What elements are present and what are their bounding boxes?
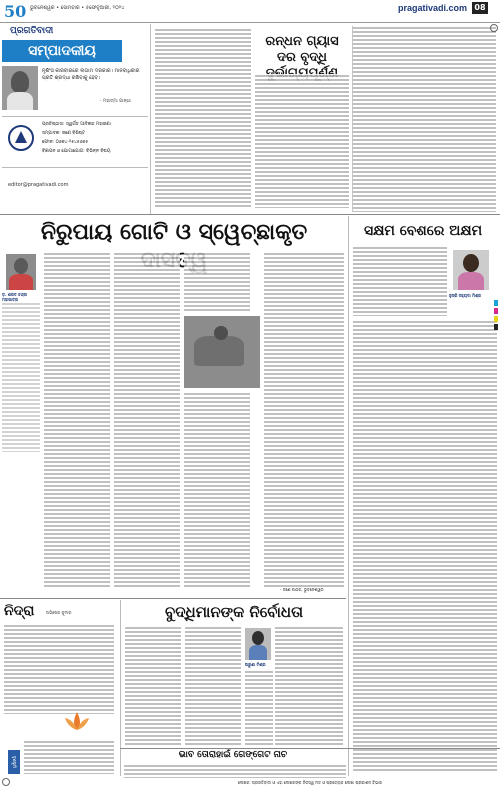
poem-title: ନିଦ୍ରା xyxy=(4,603,35,619)
anniversary-logo xyxy=(4,2,27,21)
right-text-top xyxy=(353,246,447,316)
center-author: ଅରୁଣା ମିଶ୍ର xyxy=(245,662,266,667)
editorial-text-right xyxy=(255,74,349,208)
founder-line: ପ୍ରତିଷ୍ଠାତା: ସ୍ୱର୍ଗତ ଆଦିକନ୍ଦ ମହାରଣା xyxy=(42,122,111,127)
bottom-rule xyxy=(120,748,500,749)
right-text-body xyxy=(353,320,497,772)
poem-text-2 xyxy=(24,740,114,774)
center-text-col3 xyxy=(275,626,343,746)
gandhi-photo xyxy=(2,66,38,110)
quote-text: ନୃଶିଂସ କାରବାରରେ ଲଗାମ ଦରକାର। ମାନବାଧିକାର ପ୍ରତି ଶ୍ରଦ୍ଧା ରଖିବାକୁ ହେବ। xyxy=(42,68,140,81)
phone-line: ଫୋନ: ୦୬୭୪-୨୫୪୫୬୬୫ xyxy=(42,140,89,145)
site-url[interactable]: pragativadi.com xyxy=(398,3,468,13)
center-text-col1 xyxy=(125,626,181,746)
center-text-col2 xyxy=(185,626,241,746)
quote-author: - ମହାତ୍ମା ଗାନ୍ଧୀ xyxy=(100,99,131,104)
anniversary-number: 50 xyxy=(4,2,27,21)
footer-bar: ଲେଖକ: ପ୍ରଗତିବାଦୀ ଓ ଏହା ଲେଖକଙ୍କ ନିଜସ୍ୱ ମତ ଓ ପ୍ରତ୍ୟେକ ଲେଖା ପ୍ରକାଶନ ବିଭାଗ xyxy=(237,780,383,785)
editorial-sidebar xyxy=(0,24,150,214)
masthead xyxy=(0,0,500,22)
right-article xyxy=(348,216,500,776)
right-author: ନୁସରି ସହ୍ୟଦା ମିଶ୍ର xyxy=(449,293,482,298)
main-text-col3 xyxy=(184,252,250,312)
main-article xyxy=(0,250,346,595)
date-line: ଭୁବନେଶ୍ୱର • ସୋମବାର • ୫ଫେବୃଆରୀ, ୨୦୨୪ xyxy=(30,5,125,11)
section-banner: ସମ୍ପାଦକୀୟ xyxy=(2,40,122,62)
bottom-article xyxy=(120,750,500,780)
top-headline: ରନ୍ଧନ ଗ୍ୟାସ ଦର ବୃଦ୍ଧି xyxy=(265,34,339,65)
editorial-article xyxy=(150,24,350,214)
editorial-text-left xyxy=(155,28,251,208)
color-swatch-yellow xyxy=(494,316,498,322)
center-text-col3b xyxy=(245,670,273,746)
poem-box xyxy=(0,600,118,776)
section-rule-2 xyxy=(0,598,346,599)
center-headline: ବୁଦ୍ଧିମାନଙ୍କ ନିର୍ବୋଧତା xyxy=(165,603,303,621)
masthead-rule xyxy=(0,22,500,23)
editorial-continuation xyxy=(352,26,496,212)
logo-mark xyxy=(6,123,36,153)
color-swatch-black xyxy=(494,324,498,330)
badge-label: ତୃଣଭୂମି xyxy=(8,750,20,774)
main-text-col4 xyxy=(264,252,344,587)
editor-line: ସମ୍ପାଦକ: ଜଣେ ବିଶିଷ୍ଟ xyxy=(42,131,86,136)
author-photo-main xyxy=(6,254,36,290)
right-headline: ସକ୍ଷମ ବେଶରେ ଅକ୍ଷମ xyxy=(363,223,483,239)
main-signoff: - ଜଣେ ପାଠକ, ଭୁବନେଶ୍ୱର xyxy=(280,587,324,592)
main-text-col2 xyxy=(114,252,180,587)
author-photo-right xyxy=(453,250,489,290)
color-swatch-magenta xyxy=(494,308,498,314)
lotus-logo-icon xyxy=(62,710,92,734)
email-line[interactable]: editor@pragativadi.com xyxy=(8,182,69,188)
registration-mark-bottom xyxy=(2,778,10,786)
poem-author: ଅଭିଷେକ କୁମାର xyxy=(46,610,72,615)
main-pull-quote xyxy=(2,302,40,452)
bottom-text xyxy=(124,764,346,778)
publisher-info xyxy=(2,116,148,168)
author-photo-center xyxy=(245,628,271,660)
main-text-col1 xyxy=(44,252,110,587)
main-author: ଡ଼. ଶରଦ ଚନ୍ଦ୍ର ମହାପାତ୍ର xyxy=(2,292,27,302)
page-number: 08 xyxy=(472,2,488,14)
section-rule xyxy=(0,214,500,215)
main-text-col3b xyxy=(184,392,250,587)
main-article-photo xyxy=(184,316,260,388)
color-swatch-cyan xyxy=(494,300,498,306)
contact-line: ବିଜ୍ଞାପନ ଓ ଯୋଗାଯୋଗ: ବିଭିନ୍ନ ବିଷୟ xyxy=(42,149,111,154)
registration-mark-top xyxy=(490,24,498,32)
main-headline: ନିରୁପାୟ ଗୋଟି ଓ ସ୍ୱେଚ୍ଛାକୃତ xyxy=(40,219,308,245)
bottom-headline: ଭାବ ତୋରାହାଇଁ ଗେଙ୍ଗେଟ ନାଚ xyxy=(178,750,288,760)
brand-title: ପ୍ରଗତିବାଦୀ xyxy=(10,26,54,36)
poem-text xyxy=(4,624,114,714)
